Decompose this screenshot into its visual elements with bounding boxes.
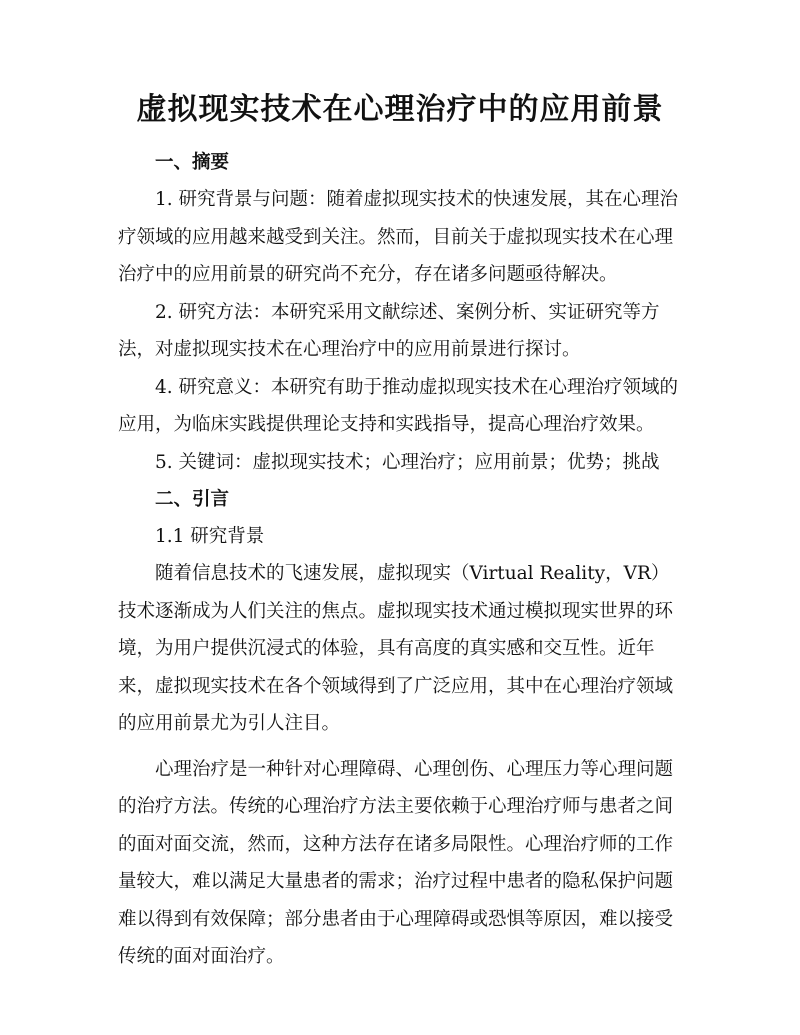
document-body [118,144,683,976]
abstract-item-keywords: 5. 关键词：虚拟现实技术；心理治疗；应用前景；优势；挑战 [155,451,660,473]
introduction-paragraph-1: 随着信息技术的飞速发展，虚拟现实（Virtual Reality，VR）技术逐渐成为人们关注的焦点。虚拟现实技术通过模拟现实世界的环境，为用户提供沉浸式的体验，具有高度的真实感和交互性。近年来，虚拟现实技术在各个领域得到了广泛应用，其中在心理治疗领域的应用前景尤为引人注目。 [118,563,674,734]
document-title: 虚拟现实技术在心理治疗中的应用前景 [136,92,664,127]
introduction-paragraph-2: 心理治疗是一种针对心理障碍、心理创伤、心理压力等心理问题的治疗方法。传统的心理治疗方法主要依赖于心理治疗师与患者之间的面对面交流，然而，这种方法存在诸多局限性。心理治疗师的工作量较大，难以满足大量患者的需求；治疗过程中患者的隐私保护问题难以得到有效保障；部分患者由于心理障碍或恐惧等原因，难以接受传统的面对面治疗。 [118,758,674,967]
abstract-item-background: 1. 研究背景与问题：随着虚拟现实技术的快速发展，其在心理治疗领域的应用越来越受到关注。然而，目前关于虚拟现实技术在心理治疗中的应用前景的研究尚不充分，存在诸多问题亟待解决。 [118,189,679,285]
introduction-heading: 二、引言 [155,489,230,510]
abstract-heading: 一、摘要 [155,152,230,173]
abstract-item-method: 2. 研究方法：本研究采用文献综述、案例分析、实证研究等方法，对虚拟现实技术在心理治疗中的应用前景进行探讨。 [118,301,660,360]
abstract-item-significance: 4. 研究意义：本研究有助于推动虚拟现实技术在心理治疗领域的应用，为临床实践提供理论支持和实践指导，提高心理治疗效果。 [118,376,679,435]
research-background-subheading: 1.1 研究背景 [155,526,265,547]
